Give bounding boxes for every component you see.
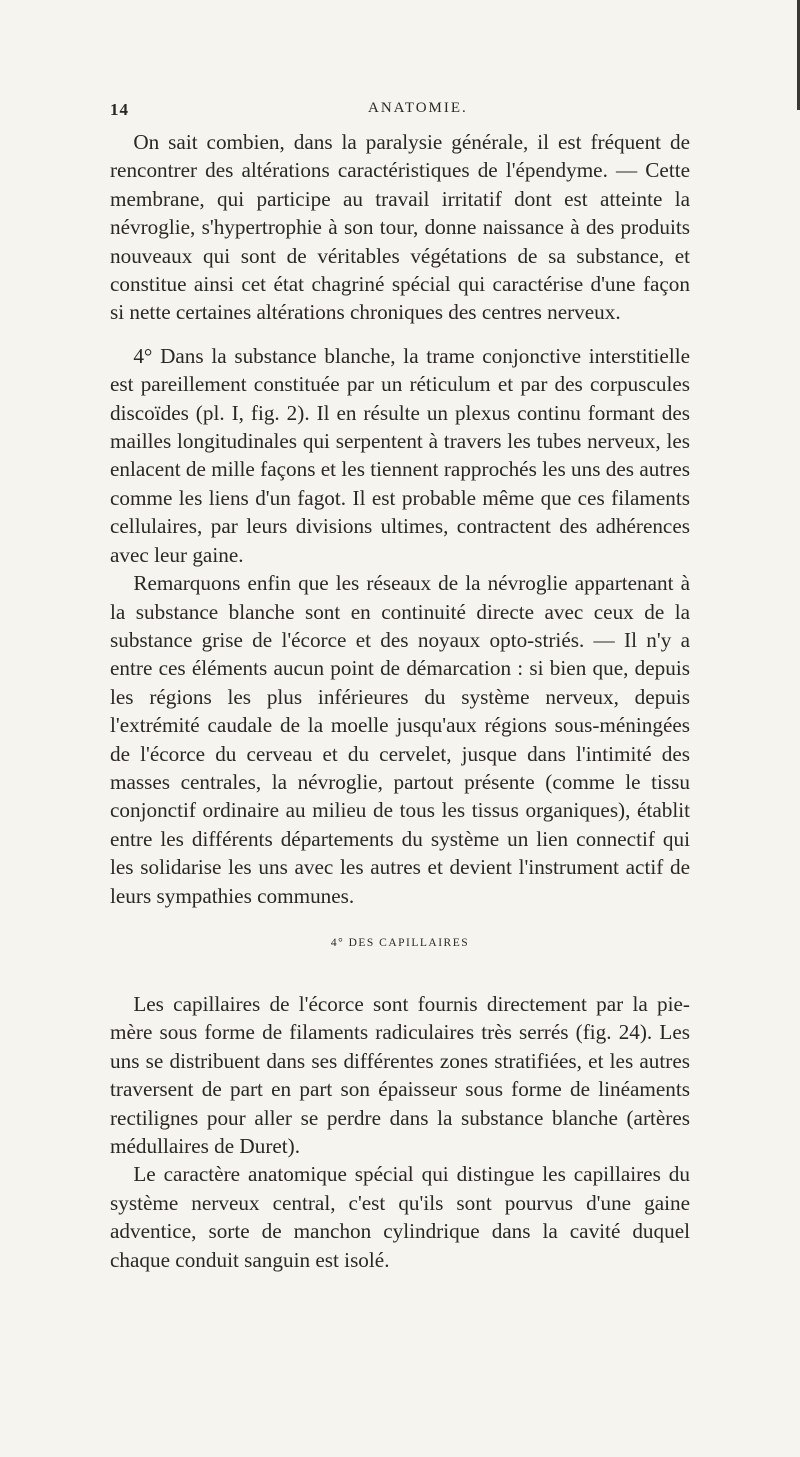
page-header xyxy=(110,100,690,124)
running-head: ANATOMIE. xyxy=(368,100,468,116)
body-text xyxy=(110,128,690,1274)
page-number: 14 xyxy=(110,100,129,119)
paragraph: Les capillaires de l'écorce sont fournis directement par la pie-mère sous forme de filaments radiculaires très serrés (fig. 24). Les uns se distribuent dans ses différentes zones stratifiées, et les autres traversent de part en part son épaisseur sous forme de linéaments rectilignes pour aller se perdre dans la substance blanche (artères médullaires de Duret). xyxy=(110,991,690,1158)
paragraph: Le caractère anatomique spécial qui distingue les capillaires du système nerveux central, c'est qu'ils sont pourvus d'une gaine adventice, sorte de manchon cylindrique dans la cavité duquel chaque conduit sanguin est isolé. xyxy=(110,1162,690,1272)
paragraph: 4° Dans la substance blanche, la trame conjonctive interstitielle est pareillement constituée par un réticulum et par des corpuscules discoïdes (pl. I, fig. 2). Il en résulte un plexus continu formant des mailles longitudinales qui serpentent à travers les tubes nerveux, les enlacent de mille façons et les tiennent rapprochés les uns des autres comme les liens d'un fagot. Il est probable même que ces filaments cellulaires, par leurs divisions ultimes, contractent des adhérences avec leur gaine. xyxy=(110,343,690,567)
paragraph: Remarquons enfin que les réseaux de la névroglie appartenant à la substance blanche sont en continuité directe avec ceux de la substance grise de l'écorce et des noyaux opto-striés. — Il n'y a entre ces éléments aucun point de démarcation : si bien que, depuis les régions les plus inférieures du système nerveux, depuis l'extrémité caudale de la moelle jusqu'aux régions sous-méningées de l'écorce du cerveau et du cervelet, jusque dans l'intimité des masses centrales, la névroglie, partout présente (comme le tissu conjonctif ordinaire au milieu de tous les tissus organiques), établit entre les différents départements du système un lien connectif qui les solidarise les uns avec les autres et devient l'instrument actif de leurs sympathies communes. xyxy=(110,571,690,908)
paragraph: On sait combien, dans la paralysie générale, il est fréquent de rencontrer des altérations caractéristiques de l'épendyme. — Cette membrane, qui participe au travail irritatif dont est atteinte la névroglie, s'hypertrophie à son tour, donne naissance à des produits nouveaux qui sont de véritables végétations de sa substance, et constitue ainsi cet état chagriné spécial qui caractérise d'une façon si nette certaines altérations chroniques des centres nerveux. xyxy=(110,130,690,325)
section-heading: 4° DES CAPILLAIRES xyxy=(330,936,470,949)
